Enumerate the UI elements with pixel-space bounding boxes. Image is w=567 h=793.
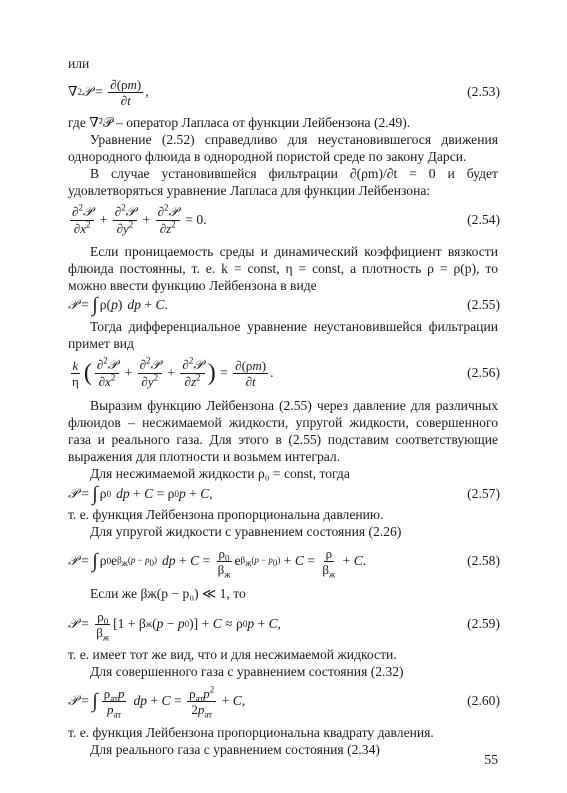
equation-number: (2.55) [467, 297, 500, 312]
equation-number: (2.56) [467, 365, 500, 380]
equation-number: (2.58) [467, 553, 500, 568]
equation-number: (2.57) [467, 486, 500, 501]
equation-2-54 [68, 200, 500, 240]
formula-laplace-steady: ∂$^2$𝒫 $\partial x^2$ + ∂$^2$𝒫 $\partial y^2$ + ∂$^2$𝒫 $\partial z^2$ = 0. [72, 202, 207, 236]
equation-2-56 [68, 353, 500, 393]
paragraph-elastic: Для упругой жидкости с уравнением состояния (2.26) [90, 524, 402, 539]
paragraph-incompressible: Для несжимаемой жидкости ρ₀ = const, тогда [90, 466, 350, 481]
paragraph-steady: В случае установившейся фильтрации ∂(ρm)/∂t = 0 и будет удовлетворяться уравнение Лапласа для функции Лейбензона: [68, 166, 498, 198]
equation-number: (2.59) [467, 616, 500, 631]
equation-2-58 [68, 541, 500, 581]
formula-unsteady-filtration: k η ( ∂$^2$𝒫 $\partial x^2$ + ∂$^2$𝒫 $\partial y^2$ + ∂$^2$𝒫 $\partial z^2$ ) = ∂(ρm) ∂t . [72, 355, 274, 389]
formula-leibenzon-def: 𝒫 = ∫ ρ( p ) dp + C . [68, 294, 168, 316]
paragraph-unsteady: Тогда дифференциальное уравнение неустановившейся фильтрации примет вид [68, 319, 498, 351]
paragraph-if: Если же βж(p − p₀) ≪ 1, то [90, 586, 246, 601]
page-number: 55 [484, 752, 498, 767]
formula-incompressible: 𝒫 = ∫ ρ 0 dp + C = ρ 0 p + C , [68, 483, 213, 505]
equation-2-53 [68, 72, 500, 112]
paragraph-proportional-square: т. е. функция Лейбензона пропорциональна квадрату давления. [68, 725, 434, 740]
paragraph-ideal-gas: Для совершенного газа с уравнением состояния (2.32) [90, 664, 404, 679]
equation-2-57 [68, 484, 500, 504]
equation-2-59 [68, 604, 500, 644]
paragraph-express: Выразим функцию Лейбензона (2.55) через давление для различных флюидов – несжимаемой жидкости, упругой жидкости, совершенного газа и реального газа. Для этого в (2.55) подставим соответствующие выражения для плотности и возьмем интеграл. [68, 398, 498, 464]
formula-elastic: 𝒫 = ∫ ρ 0 e $\beta_ж(p - p_0)$ dp + C = $\rho_0$ $\beta_ж$ e $\beta_ж(p - p_0)$ + C = ρ $\beta_ж$ + C . [68, 545, 367, 580]
paragraph-validity: Уравнение (2.52) справедливо для неустановившегося движения однородного флюида в однородной пористой среде по закону Дарси. [68, 132, 498, 164]
word-ili: или [68, 56, 90, 71]
formula-ideal-gas: 𝒫 = ∫ $\rho_{ат}p$ $p_{ат}$ dp + C = $\rho_{ат}p^2$ $2p_{ат}$ + C , [68, 684, 246, 720]
equation-number: (2.54) [467, 212, 500, 227]
equation-2-60 [68, 681, 500, 721]
equation-number: (2.60) [467, 693, 500, 708]
paragraph-constant: Если проницаемость среды и динамический коэффициент вязкости флюида постоянны, т. е. k = const, η = const, а плотность ρ = ρ(p), то можно ввести функцию Лейбензона в виде [68, 244, 498, 293]
paragraph-operator: где ∇²𝒫 – оператор Лапласа от функции Лейбензона (2.49). [68, 115, 411, 130]
formula-elastic-approx: 𝒫 = $\rho_0$ $\beta_ж$ [1 + β ж ( p − p 0 )] + C ≈ ρ 0 p + C , [68, 608, 282, 643]
formula-laplace-unsteady: ∇ 2 𝒫 = ∂(ρm) ∂t , [68, 76, 149, 108]
paragraph-same-form: т. е. имеет тот же вид, что и для несжимаемой жидкости. [68, 647, 397, 662]
paragraph-proportional-pressure: т. е. функция Лейбензона пропорциональна давлению. [68, 507, 384, 522]
equation-2-55 [68, 295, 500, 315]
paragraph-real-gas: Для реального газа с уравнением состояния (2.34) [90, 742, 380, 757]
equation-number: (2.53) [467, 84, 500, 99]
